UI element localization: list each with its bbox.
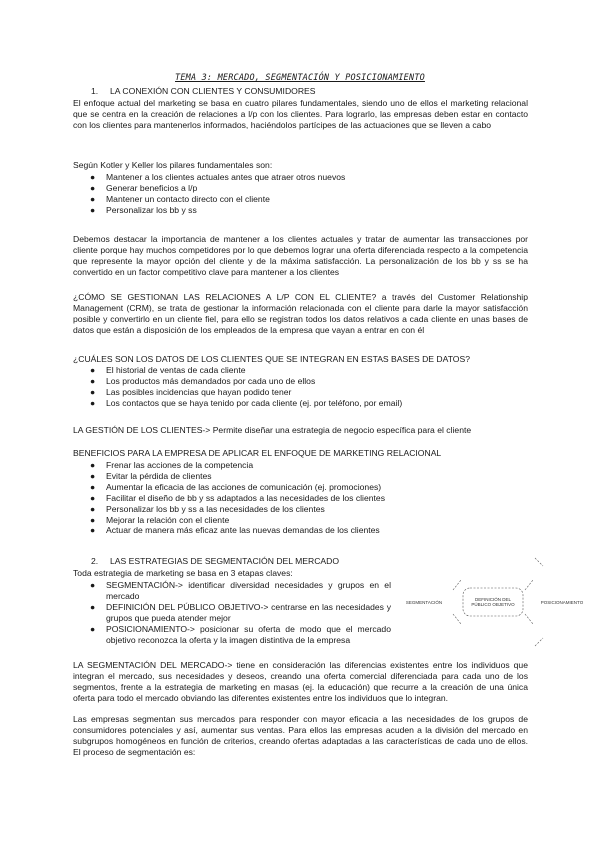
diagram-box-publico-objetivo: DEFINICIÓN DEL PÚBLICO OBJETIVO: [471, 597, 515, 607]
section-1-intro: El enfoque actual del marketing se basa en cuatro pilares fundamentales, siendo uno de ellos el marketing relacional que se centra en la creación de relaciones a l/p con los clientes. Para lograrlo, las empresas deben estar en contacto con los clientes para mantenerlos informados, haciéndolos partícipes de las actuaciones que se lleven a cabo: [73, 98, 528, 130]
list-item: ● Generar beneficios a l/p: [90, 182, 198, 193]
list-item: ● Aumentar la eficacia de las acciones de comunicación (ej. promociones): [90, 481, 382, 492]
list-item: ● SEGMENTACIÓN-> identificar diversidad necesidades y grupos en el mercado: [90, 580, 391, 601]
list-item: ● Los contactos que se haya tenido por cada cliente (ej. por teléfono, por email): [90, 397, 403, 408]
list-item: ● DEFINICIÓN DEL PÚBLICO OBJETIVO-> centrarse en las necesidades y grupos que pueda atender mejor: [90, 601, 391, 623]
data-question: ¿CUÁLES SON LOS DATOS DE LOS CLIENTES QUE SE INTEGRAN EN ESTAS BASES DE DATOS?: [73, 354, 471, 364]
stages-list: [73, 580, 391, 645]
list-item: ● Personalizar los bb y ss: [90, 204, 197, 215]
crm-paragraph: ¿CÓMO SE GESTIONAN LAS RELACIONES A L/P CON EL CLIENTE? a través del Customer Relationship Management (CRM), se trata de gestionar la información relacionada con el cliente para darle la mayor satisfacción posible y convertirlo en un cliente fiel, para ello se registran todos los datos relativos a cada cliente en unas bases de datos que están a disposición de los empleados de la empresa que vayan a entrar en con él: [73, 292, 528, 335]
pillars-intro: Según Kotler y Keller los pilares fundamentales son:: [73, 160, 273, 170]
list-item: ● Los productos más demandados por cada uno de ellos: [90, 375, 316, 386]
list-item: ● Facilitar el diseño de bb y ss adaptados a las necesidades de los clientes: [90, 492, 385, 503]
section-1-number: 1.: [91, 86, 99, 96]
segmentation-reason: Las empresas segmentan sus mercados para responder con mayor eficacia a las necesidades de los grupos de consumidores potenciales y así, aumentar sus ventas. Para ellos las empresas acuden a la división del mercado en subgrupos homogéneos en función de criterios, creando ofertas adaptadas a las características de cada uno de ellos. El proceso de segmentación es:: [73, 714, 528, 757]
list-item: ● POSICIONAMIENTO-> posicionar su oferta de modo que el mercado objetivo reconozca la oferta y la imagen distintiva de la empresa: [90, 623, 391, 645]
data-items-list: [73, 365, 402, 409]
pillars-list: [73, 172, 345, 216]
list-item: ● El historial de ventas de cada cliente: [90, 365, 246, 375]
list-item: ● Evitar la pérdida de clientes: [90, 470, 212, 481]
section-2-heading: LAS ESTRATEGIAS DE SEGMENTACIÓN DEL MERCADO: [110, 556, 340, 566]
section-2-intro: Toda estrategia de marketing se basa en 3 etapas claves:: [73, 568, 293, 578]
diagram-box-segmentacion: SEGMENTACIÓN: [405, 599, 443, 605]
strategy-diagram: [395, 552, 595, 652]
list-item: ● Las posibles incidencias que hayan podido tener: [90, 386, 292, 397]
list-item: ● Mejorar la relación con el cliente: [90, 514, 230, 525]
list-item: ● Mantener un contacto directo con el cliente: [90, 193, 270, 204]
list-item: ● Mantener a los clientes actuales antes que atraer otros nuevos: [90, 172, 346, 182]
list-item: ● Frenar las acciones de la competencia: [90, 460, 254, 470]
benefits-heading: BENEFICIOS PARA LA EMPRESA DE APLICAR EL ENFOQUE DE MARKETING RELACIONAL: [73, 448, 442, 458]
importance-paragraph: Debemos destacar la importancia de mantener a los clientes actuales y tratar de aumentar las transacciones por cliente porque hay muchos competidores por lo que debemos lograr una oferta diferenciada respecto a la competencia que represente la mayor opción del cliente y de la máxima satisfacción. La personalización de los bb y ss se ha convertido en un factor competitivo clave para mantener a los clientes: [73, 234, 528, 277]
list-item: ● Actuar de manera más eficaz ante las nuevas demandas de los clientes: [90, 525, 380, 536]
benefits-list: [73, 460, 385, 536]
segmentation-definition: LA SEGMENTACIÓN DEL MERCADO-> tiene en consideración las diferencias existentes entre los individuos que integran el mercado, sus necesidades y deseos, creando una oferta comercial diferenciada para cada uno de los segmentos, frente a la estrategia de marketing en masas (ej. la educación) que recurre a la creación de una única oferta para todo el mercado obviando las diferentes existentes entre los individuos que lo integran.: [73, 660, 528, 703]
section-2-number: 2.: [91, 556, 99, 566]
list-item: ● Personalizar los bb y ss a las necesidades de los clientes: [90, 503, 325, 514]
section-1-heading: LA CONEXIÓN CON CLIENTES Y CONSUMIDORES: [110, 86, 316, 96]
diagram-box-posicionamiento: POSICIONAMIENTO: [540, 599, 584, 605]
page-title: TEMA 3: MERCADO, SEGMENTACIÓN Y POSICIONAMIENTO: [175, 73, 425, 83]
gestion-paragraph: LA GESTIÓN DE LOS CLIENTES-> Permite diseñar una estrategia de negocio específica para el cliente: [73, 425, 472, 435]
